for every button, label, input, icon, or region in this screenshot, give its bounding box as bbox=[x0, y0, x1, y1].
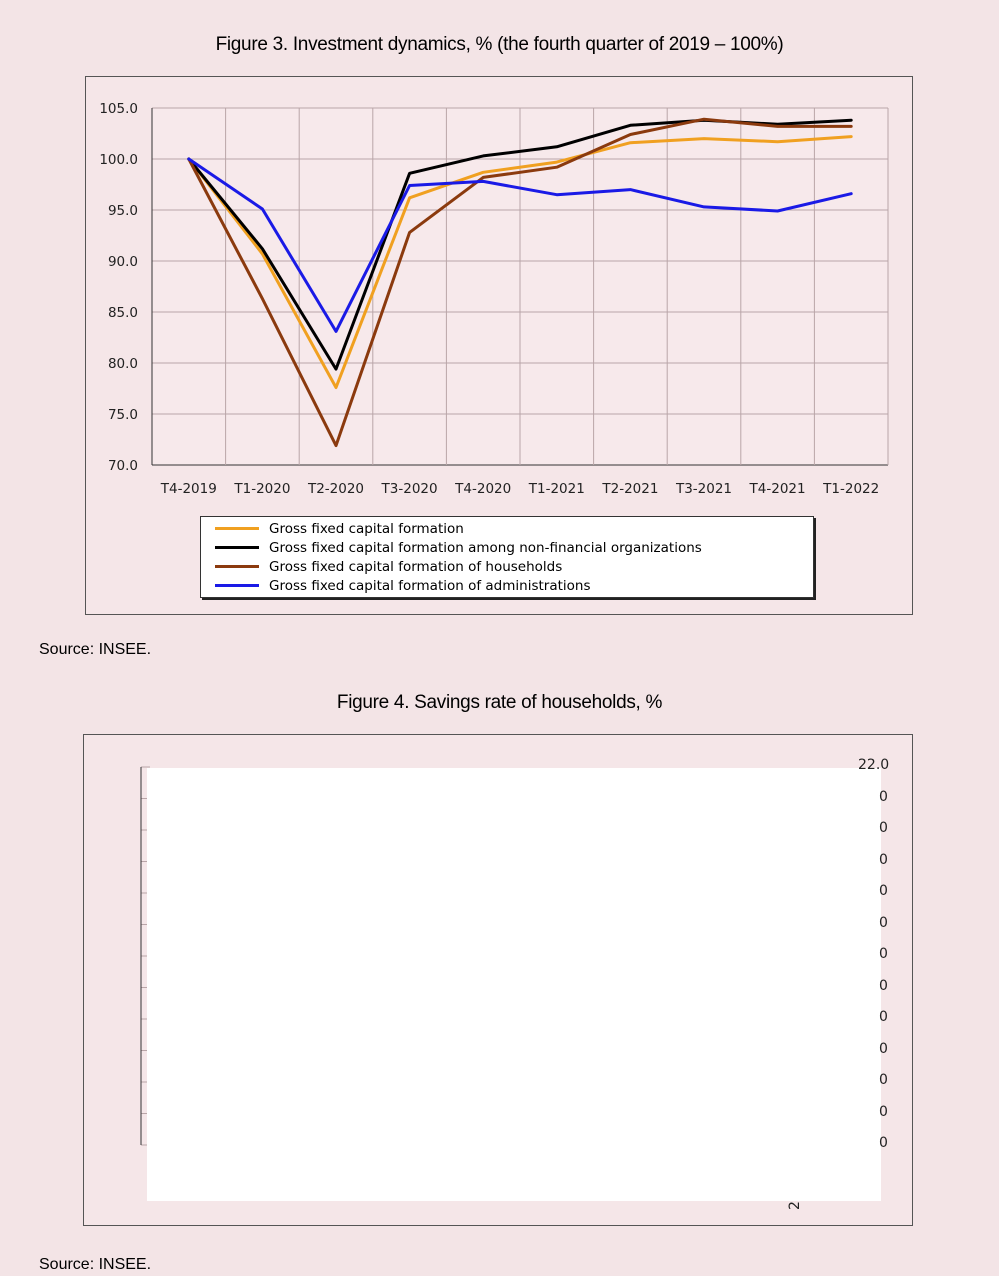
figure-4-title: Figure 4. Savings rate of households, % bbox=[336, 692, 663, 713]
y-tick-label: 75.0 bbox=[107, 407, 138, 423]
y-tick-label: 95.0 bbox=[107, 203, 138, 219]
figure-3-title: Figure 3. Investment dynamics, % (the fourth quarter of 2019 – 100%) bbox=[215, 34, 784, 55]
y-tick-label: 70.0 bbox=[107, 458, 138, 474]
y-tick-label: 22.0 bbox=[858, 757, 890, 773]
y-tick-label: 0 bbox=[879, 851, 888, 868]
x-tick-label: T4-2019 bbox=[160, 481, 217, 497]
y-tick-label: 0 bbox=[879, 883, 888, 899]
y-tick-label: 0 bbox=[879, 1135, 888, 1151]
figure-3-source: Source: INSEE. bbox=[39, 641, 152, 658]
y-tick-label: 100.0 bbox=[99, 152, 138, 168]
y-tick-label: 80.0 bbox=[107, 356, 138, 372]
y-tick-label: 0 bbox=[879, 946, 888, 962]
x-tick-label: T1-2021 bbox=[528, 481, 585, 497]
y-tick-label: 0 bbox=[879, 977, 888, 994]
y-tick-label: 85.0 bbox=[107, 305, 138, 321]
legend-label: Gross fixed capital formation bbox=[269, 520, 464, 537]
figure-4-source: Source: INSEE. bbox=[39, 1256, 152, 1273]
x-tick-label: T4-2020 bbox=[455, 481, 512, 497]
y-tick-label: 90.0 bbox=[107, 254, 138, 270]
x-tick-label: T4-2021 bbox=[749, 481, 806, 497]
x-tick-label: T3-2021 bbox=[675, 481, 733, 497]
x-tick-label: 2 bbox=[787, 1201, 803, 1210]
y-tick-label: 105.0 bbox=[99, 101, 138, 117]
y-tick-label: 0 bbox=[879, 820, 888, 836]
x-tick-label: T2-2021 bbox=[602, 481, 659, 497]
figure-4-blank-area bbox=[147, 768, 881, 1201]
x-tick-label: T3-2020 bbox=[381, 481, 438, 497]
y-tick-label: 0 bbox=[879, 1103, 888, 1120]
legend-label: Gross fixed capital formation among non-financial organizations bbox=[269, 539, 702, 556]
y-tick-label: 0 bbox=[879, 1072, 888, 1088]
legend-label: Gross fixed capital formation of administrations bbox=[269, 577, 591, 594]
y-tick-label: 0 bbox=[879, 1040, 888, 1057]
y-tick-label: 0 bbox=[879, 788, 888, 805]
legend-label: Gross fixed capital formation of households bbox=[269, 558, 563, 575]
x-tick-label: T1-2022 bbox=[823, 481, 880, 497]
x-tick-label: T1-2020 bbox=[234, 481, 291, 497]
x-tick-label: T2-2020 bbox=[307, 481, 365, 497]
y-tick-label: 0 bbox=[879, 1009, 888, 1025]
y-tick-label: 0 bbox=[879, 914, 888, 931]
